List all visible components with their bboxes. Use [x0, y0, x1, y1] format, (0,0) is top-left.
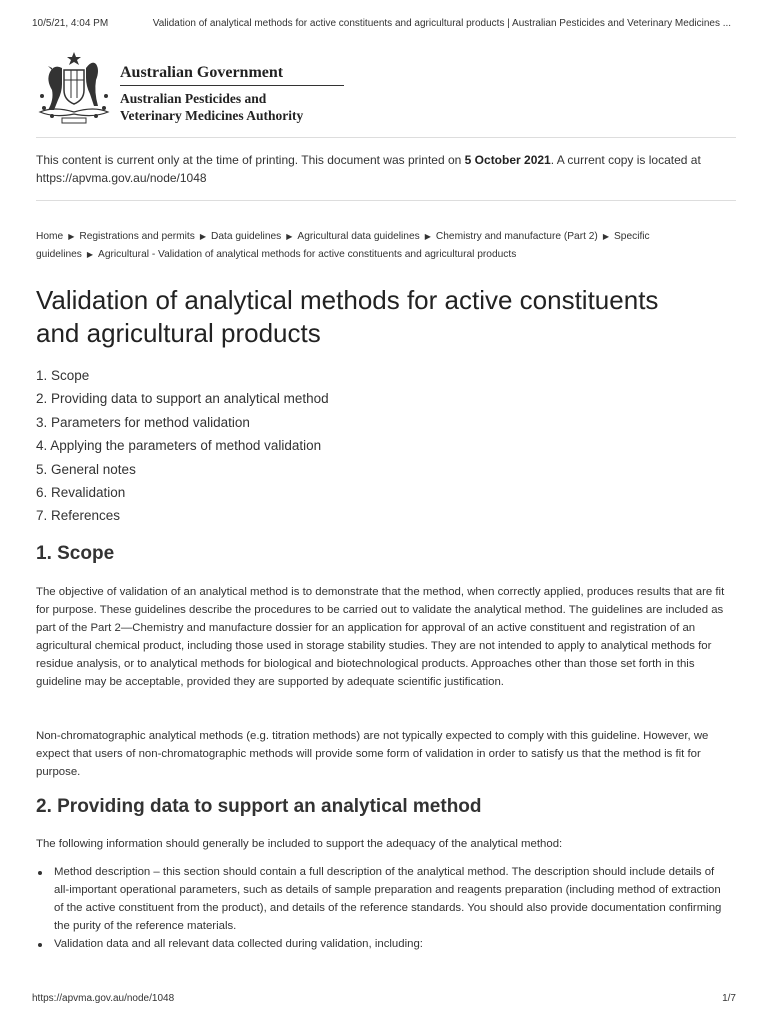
scope-paragraph-1: The objective of validation of an analytical method is to demonstrate that the method, when correctly applied, produces results that are fit for purpose. These guidelines describe the procedures to be carried out to validate the analytical method. The guidelines are included as part of the Part 2—Chemistry and manufacture dossier for an application for approval of an active constituent and registration of an agricultural chemical product, including those used in storage stability studies. They are not intended to apply to analytical methods for residue analysis, or to analytical methods for biological and biotechnological products. Approaches other than those set forth in this guideline may be acceptable, provided they are supported by adequate scientific justification. — [36, 586, 725, 688]
print-page-title: Validation of analytical methods for active constituents and agricultural products | Australian Pesticides and Veterinary Medicines ... — [152, 18, 732, 29]
table-of-contents — [36, 364, 329, 528]
toc-item-providing-data[interactable]: 2. Providing data to support an analytical method — [36, 391, 329, 407]
scope-paragraph-2: Non-chromatographic analytical methods (e.g. titration methods) are not typically expected to comply with this guideline. However, we expect that users of non-chromatographic methods will provide some form of validation in order to satisfy us that the method is fit for purpose. — [36, 730, 709, 778]
breadcrumb — [36, 228, 678, 264]
print-notice — [36, 151, 728, 187]
chevron-right-icon: ▶ — [199, 232, 207, 241]
toc-item-scope[interactable]: 1. Scope — [36, 368, 90, 383]
agency-name — [120, 90, 303, 124]
breadcrumb-chemistry-manufacture[interactable]: Chemistry and manufacture (Part 2) — [435, 231, 598, 242]
divider — [36, 137, 736, 138]
divider — [36, 200, 736, 201]
page-title: Validation of analytical methods for active constituents and agricultural products — [36, 285, 659, 348]
chevron-right-icon: ▶ — [424, 232, 431, 241]
providing-data-list — [36, 863, 728, 953]
breadcrumb-registrations[interactable]: Registrations and permits — [79, 231, 195, 242]
notice-text: This content is current only at the time of printing. This document was printed on — [36, 153, 465, 167]
section-heading-scope: 1. Scope — [36, 543, 115, 564]
print-header — [32, 18, 736, 29]
government-name: Australian Government — [120, 64, 284, 81]
breadcrumb-specific-guidelines[interactable]: Specific guidelines — [36, 231, 650, 260]
list-item: Method description – this section should contain a full description of the analytical method. The description should include details of all-important operational parameters, such as details of sample preparation and reagents preparation (including method of extraction of the active constituent from the product), and details of the reference standards. You should also provide documentation confirming the purity of the reference materials. — [36, 863, 728, 935]
chevron-right-icon: ▶ — [602, 232, 609, 241]
agency-name-line2: Veterinary Medicines Authority — [120, 108, 304, 123]
toc-item-parameters[interactable]: 3. Parameters for method validation — [36, 414, 250, 430]
coat-of-arms-icon — [34, 50, 114, 126]
agency-name-line1: Australian Pesticides and — [120, 91, 267, 106]
breadcrumb-current-page: Agricultural - Validation of analytical methods for active constituents and agricultural products — [98, 249, 517, 260]
print-timestamp: 10/5/21, 4:04 PM — [32, 18, 109, 29]
chevron-right-icon: ▶ — [86, 250, 94, 259]
notice-text-end: . A current copy is located at https://apvma.gov.au/node/1048 — [36, 153, 701, 185]
toc-item-applying-parameters[interactable]: 4. Applying the parameters of method validation — [36, 438, 322, 454]
breadcrumb-data-guidelines[interactable]: Data guidelines — [211, 231, 282, 242]
section-heading-providing-data: 2. Providing data to support an analytical method — [36, 796, 482, 817]
print-url: https://apvma.gov.au/node/1048 — [32, 993, 175, 1004]
breadcrumb-home[interactable]: Home — [36, 231, 64, 242]
toc-item-references[interactable]: 7. References — [36, 508, 121, 524]
print-footer — [32, 993, 736, 1004]
toc-item-general-notes[interactable]: 5. General notes — [36, 461, 136, 477]
logo-divider — [120, 85, 344, 86]
toc-item-revalidation[interactable]: 6. Revalidation — [36, 484, 126, 500]
providing-data-intro: The following information should generally be included to support the adequacy of the analytical method: — [36, 838, 563, 850]
page-number: 1/7 — [722, 993, 736, 1004]
notice-date: 5 October 2021 — [464, 153, 551, 167]
chevron-right-icon: ▶ — [286, 232, 293, 241]
list-item: Validation data and all relevant data collected during validation, including: — [36, 935, 728, 953]
breadcrumb-agricultural-data-guidelines[interactable]: Agricultural data guidelines — [297, 231, 420, 242]
chevron-right-icon: ▶ — [68, 232, 75, 241]
government-logo[interactable] — [34, 50, 334, 130]
